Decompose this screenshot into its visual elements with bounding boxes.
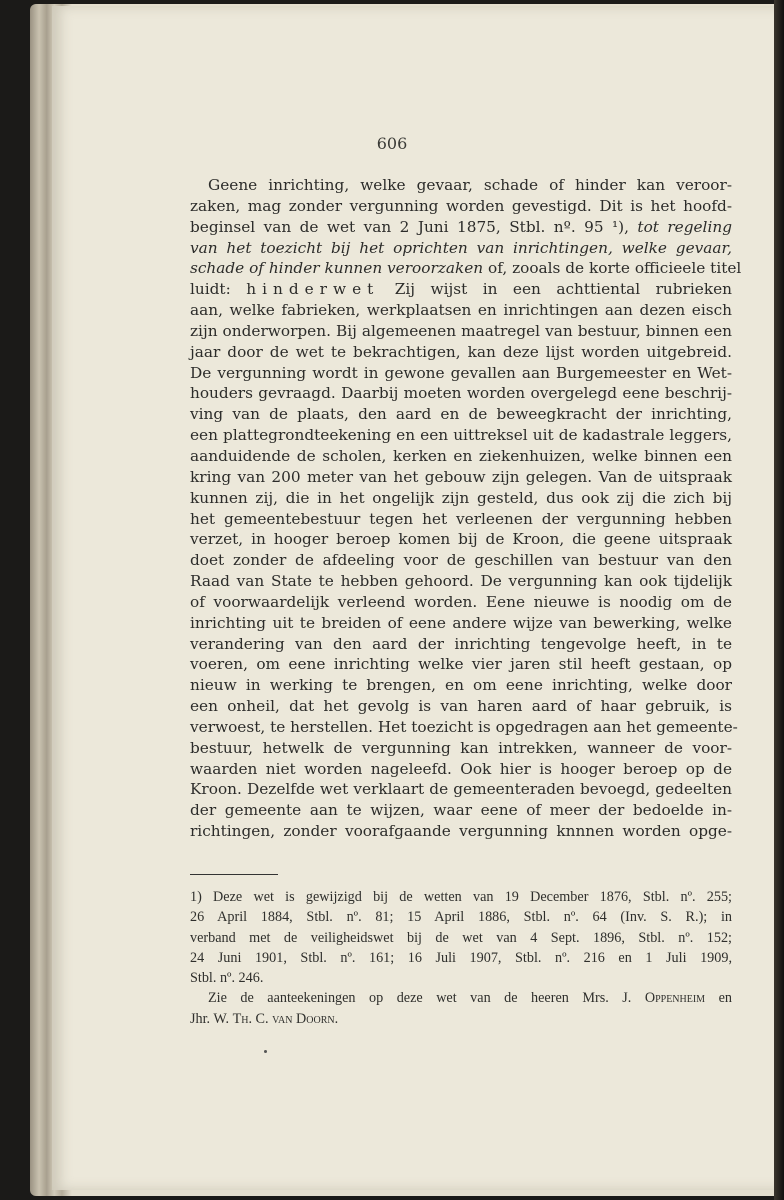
text-line: Geene inrichting, welke gevaar, schade of hinder kan veroor- <box>208 176 732 194</box>
text-line: het gemeentebestuur tegen het verleenen der vergunning hebben <box>190 509 732 528</box>
text-line: waarden niet worden nageleefd. Ook hier is hooger beroep op de <box>190 759 732 778</box>
text-line: nieuw in werking te brengen, en om eene inrichting, welke door <box>190 676 732 695</box>
text-line: bestuur, hetwelk de vergunning kan intrekken, wanneer de voor- <box>190 738 732 757</box>
text-line: Raad van State te hebben gehoord. De vergunning kan ook tijdelijk <box>190 572 732 591</box>
text-line: Kroon. Dezelfde wet verklaart de gemeenteraden bevoegd, gedeelten <box>190 780 732 799</box>
text-line: houders gevraagd. Daarbij moeten worden overgelegd eene beschrij- <box>190 384 732 403</box>
footnotes <box>190 887 732 1029</box>
author-name: Oppenheim <box>644 990 706 1007</box>
text-line: zaken, mag zonder vergunning worden gevestigd. Dit is het hoofd- <box>190 196 732 215</box>
text-line: een onheil, dat het gevolg is van haren aard of haar gebruik, is <box>190 697 732 716</box>
text-line: ving van de plaats, den aard en de beweegkracht der inrichting, <box>190 405 732 424</box>
footnote-line: Jhr. W. Th. C. van Doorn. <box>190 1010 339 1027</box>
text-line: verzet, in hooger beroep komen bij de Kroon, die geene uitspraak <box>190 530 732 549</box>
text-line: voeren, om eene inrichting welke vier jaren stil heeft gestaan, op <box>190 655 732 674</box>
text-line: kring van 200 meter van het gebouw zijn gelegen. Van de uitspraak <box>190 467 732 486</box>
text-line: zijn onderworpen. Bij algemeenen maatregel van bestuur, binnen een <box>190 321 732 340</box>
text-line: aanduidende de scholen, kerken en ziekenhuizen, welke binnen een <box>190 446 732 465</box>
text-line: De vergunning wordt in gewone gevallen aan Burgemeester en Wet- <box>190 363 732 382</box>
spaced-term: hinderwet <box>246 280 380 299</box>
text-line: richtingen, zonder voorafgaande vergunning knnnen worden opge- <box>190 822 732 841</box>
text-line: doet zonder de afdeeling voor de geschillen van bestuur van den <box>190 551 732 570</box>
footnote-line: verband met de veiligheidswet bij de wet van 4 Sept. 1896, Stbl. nº. 152; <box>190 929 732 946</box>
footnote-line: 1) Deze wet is gewijzigd bij de wetten van 19 December 1876, Stbl. nº. 255; <box>190 889 732 905</box>
author-name: van Doorn. <box>272 1010 339 1027</box>
footnote-line: Stbl. nº. 246. <box>190 970 264 987</box>
ink-speck <box>264 1050 267 1053</box>
text-line: jaar door de wet te bekrachtigen, kan deze lijst worden uitgebreid. <box>190 342 732 361</box>
scan-background-edge <box>774 0 784 1200</box>
body-text <box>190 175 742 842</box>
text-line: inrichting uit te breiden of eene andere wijze van bewerking, welke <box>190 613 732 632</box>
text-line: kunnen zij, die in het ongelijk zijn gesteld, dus ook zij die zich bij <box>190 488 732 507</box>
text-line: verwoest, te herstellen. Het toezicht is opgedragen aan het gemeente- <box>190 717 738 736</box>
italic-title: tot regeling <box>637 217 732 236</box>
text-line: van het toezicht bij het oprichten van inrichtingen, welke gevaar, <box>190 238 732 257</box>
footnote-line: 24 Juni 1901, Stbl. nº. 161; 16 Juli 1907, Stbl. nº. 216 en 1 Juli 1909, <box>190 949 732 966</box>
text-line: of voorwaardelijk verleend worden. Eene nieuwe is noodig om de <box>190 592 732 611</box>
footnote-divider <box>190 874 278 875</box>
text-line: beginsel van de wet van 2 Juni 1875, Stbl. nº. 95 ¹), tot regeling <box>190 217 732 236</box>
page-number: 606 <box>376 134 408 153</box>
text-line: luidt: hinderwet Zij wijst in een achttiental rubrieken <box>190 280 732 299</box>
author-name: Th. C. <box>232 1010 269 1027</box>
text-line: een plattegrondteekening en een uittreksel uit de kadastrale leggers, <box>190 426 732 445</box>
footnote-line: Zie de aanteekeningen op deze wet van de heeren Mrs. J. Oppenheim en <box>208 990 732 1007</box>
text-line: der gemeente aan te wijzen, waar eene of meer der bedoelde in- <box>190 801 732 820</box>
text-line: schade of hinder kunnen veroorzaken of, zooals de korte officieele titel <box>190 259 742 278</box>
text-line: verandering van den aard der inrichting tengevolge heeft, in te <box>190 634 732 653</box>
text-line: aan, welke fabrieken, werkplaatsen en inrichtingen aan dezen eisch <box>190 301 732 320</box>
footnote-line: 26 April 1884, Stbl. nº. 81; 15 April 1886, Stbl. nº. 64 (Inv. S. R.); in <box>190 909 732 926</box>
